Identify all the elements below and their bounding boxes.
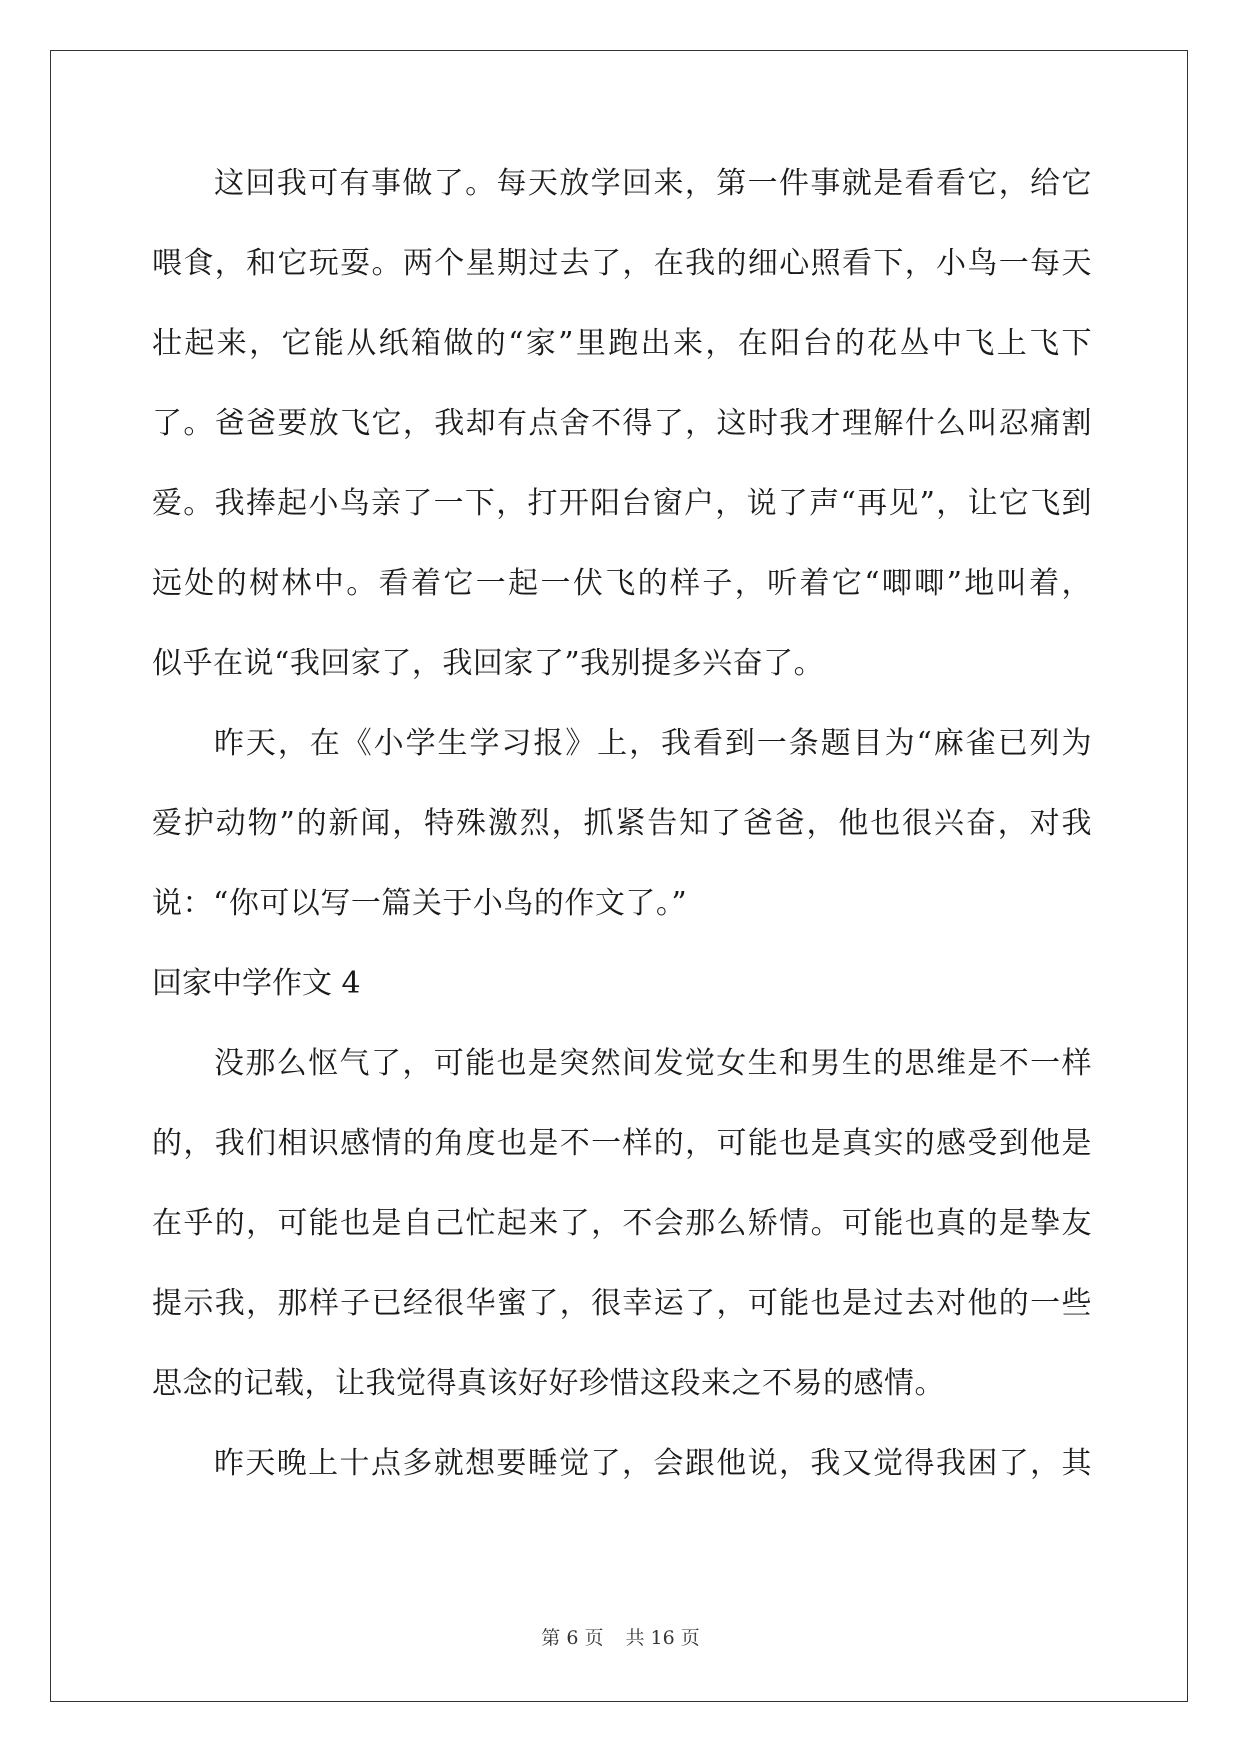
text-line: 没那么怄气了，可能也是突然间发觉女生和男生的思维是不一样 bbox=[214, 1046, 1092, 1081]
text-line: 思念的记载，让我觉得真该好好珍惜这段来之不易的感情。 bbox=[152, 1366, 945, 1401]
text-line: 喂食，和它玩耍。两个星期过去了，在我的细心照看下，小鸟一每天 bbox=[152, 246, 1092, 281]
text-line: 这回我可有事做了。每天放学回来，第一件事就是看看它，给它 bbox=[214, 166, 1092, 201]
text-line: 爱护动物”的新闻，特殊激烈，抓紧告知了爸爸，他也很兴奋，对我 bbox=[152, 806, 1092, 841]
page-footer bbox=[0, 1623, 1241, 1650]
section-heading: 回家中学作文 4 bbox=[152, 966, 361, 1001]
text-line: 爱。我捧起小鸟亲了一下，打开阳台窗户，说了声“再见”，让它飞到 bbox=[152, 486, 1092, 521]
text-line: 壮起来，它能从纸箱做的“家”里跑出来，在阳台的花丛中飞上飞下 bbox=[152, 326, 1092, 361]
text-line: 了。爸爸要放飞它，我却有点舍不得了，这时我才理解什么叫忍痛割 bbox=[152, 406, 1092, 441]
text-line: 在乎的，可能也是自己忙起来了，不会那么矫情。可能也真的是挚友 bbox=[152, 1206, 1092, 1241]
page-number: 第 6 页 bbox=[541, 1627, 604, 1649]
text-line: 昨天，在《小学生学习报》上，我看到一条题目为“麻雀已列为 bbox=[214, 726, 1092, 761]
text-line: 似乎在说“我回家了，我回家了”我别提多兴奋了。 bbox=[152, 646, 825, 681]
text-line: 提示我，那样子已经很华蜜了，很幸运了，可能也是过去对他的一些 bbox=[152, 1286, 1092, 1321]
text-line: 远处的树林中。看着它一起一伏飞的样子，听着它“唧唧”地叫着， bbox=[152, 566, 1092, 601]
text-line: 的，我们相识感情的角度也是不一样的，可能也是真实的感受到他是 bbox=[152, 1126, 1092, 1161]
page-total: 共 16 页 bbox=[625, 1627, 700, 1649]
document-body bbox=[152, 160, 1092, 1520]
text-line: 昨天晚上十点多就想要睡觉了，会跟他说，我又觉得我困了，其 bbox=[214, 1446, 1092, 1481]
text-line: 说：“你可以写一篇关于小鸟的作文了。” bbox=[152, 886, 688, 921]
